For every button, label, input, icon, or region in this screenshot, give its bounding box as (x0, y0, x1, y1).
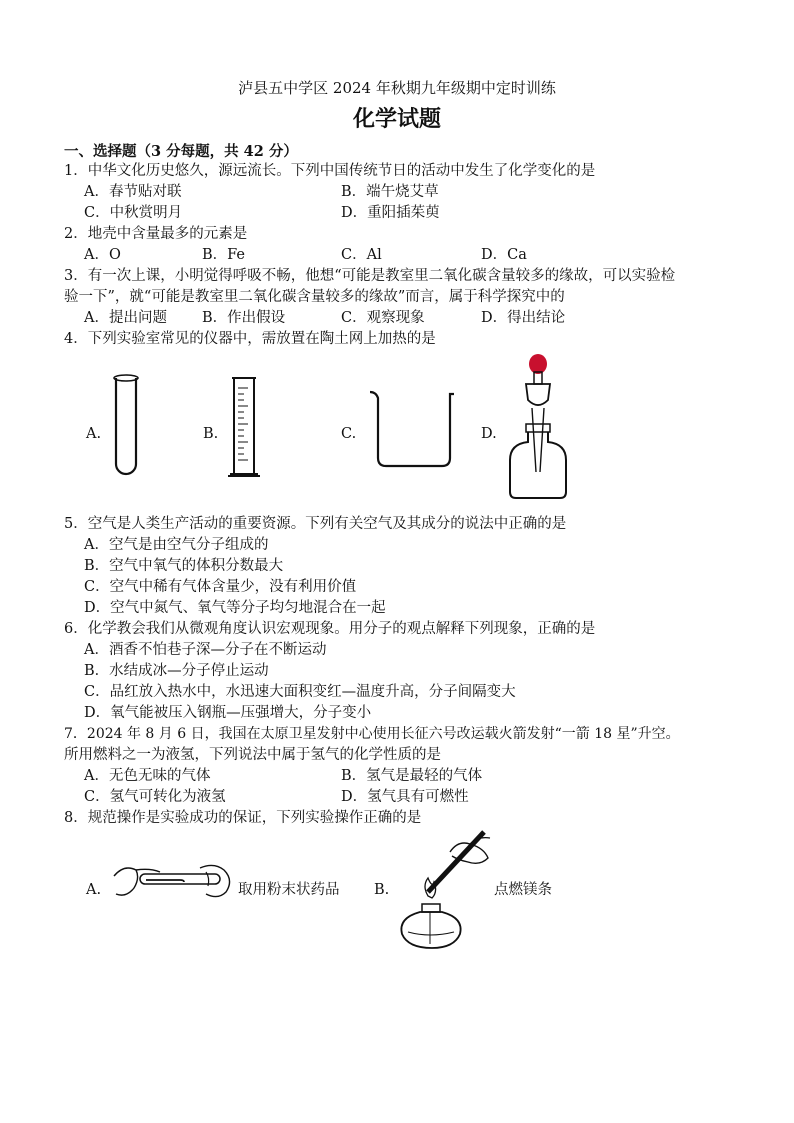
question-5-option-b[interactable]: B．空气中氧气的体积分数最大 (84, 558, 284, 574)
question-1-option-b[interactable]: B．端午烧艾草 (341, 184, 439, 200)
question-8-stem: 8．规范操作是实验成功的保证，下列实验操作正确的是 (64, 810, 422, 826)
question-8-caption-b: 点燃镁条 (494, 882, 552, 898)
beaker-icon (366, 388, 462, 470)
question-5-option-c[interactable]: C．空气中稀有气体含量少，没有利用价值 (84, 579, 357, 595)
question-3-option-b[interactable]: B．作出假设 (202, 310, 286, 326)
question-7-stem-line2: 所用燃料之一为液氢，下列说法中属于氢气的化学性质的是 (64, 747, 441, 763)
question-1-option-c[interactable]: C．中秋赏明月 (84, 205, 183, 221)
question-6-option-d[interactable]: D．氧气能被压入钢瓶—压强增大，分子变小 (84, 705, 372, 721)
section-heading: 一、选择题（3 分每题，共 42 分） (64, 143, 298, 160)
powder-transfer-icon (110, 858, 238, 906)
question-8-option-a[interactable]: A. (86, 882, 102, 898)
question-1-option-d[interactable]: D．重阳插茱萸 (341, 205, 440, 221)
question-3-stem-line1: 3．有一次上课，小明觉得呼吸不畅，他想“可能是教室里二氧化碳含量较多的缘故，可以实验检 (64, 268, 676, 284)
question-7-option-a[interactable]: A．无色无味的气体 (84, 768, 211, 784)
page-title: 化学试题 (352, 106, 441, 132)
question-6-stem: 6．化学教会我们从微观角度认识宏观现象。用分子的观点解释下列现象，正确的是 (64, 621, 596, 637)
question-6-option-c[interactable]: C．品红放入热水中，水迅速大面积变红—温度升高，分子间隔变大 (84, 684, 516, 700)
question-8-option-b[interactable]: B. (374, 882, 390, 898)
question-6-option-a[interactable]: A．酒香不怕巷子深—分子在不断运动 (84, 642, 327, 658)
dropper-bottle-icon (504, 352, 572, 502)
question-4-stem: 4．下列实验室常见的仪器中，需放置在陶土网上加热的是 (64, 331, 436, 347)
question-7-option-b[interactable]: B．氢气是最轻的气体 (341, 768, 483, 784)
question-6-option-b[interactable]: B．水结成冰—分子停止运动 (84, 663, 269, 679)
question-5-option-d[interactable]: D．空气中氮气、氧气等分子均匀地混合在一起 (84, 600, 386, 616)
question-3-option-a[interactable]: A．提出问题 (84, 310, 167, 326)
question-2-option-d[interactable]: D．Ca (481, 247, 527, 263)
question-7-option-c[interactable]: C．氢气可转化为液氢 (84, 789, 226, 805)
burning-magnesium-icon (392, 826, 500, 954)
question-3-stem-line2: 验一下”，就“可能是教室里二氧化碳含量较多的缘故”而言，属于科学探究中的 (64, 289, 565, 305)
question-3-option-d[interactable]: D．得出结论 (481, 310, 566, 326)
question-2-option-b[interactable]: B．Fe (202, 247, 246, 263)
question-7-option-d[interactable]: D．氢气具有可燃性 (341, 789, 469, 805)
question-1-option-a[interactable]: A．春节贴对联 (84, 184, 182, 200)
question-5-stem: 5．空气是人类生产活动的重要资源。下列有关空气及其成分的说法中正确的是 (64, 516, 567, 532)
question-8-caption-a: 取用粉末状药品 (238, 882, 340, 898)
question-4-option-c[interactable]: C. (341, 426, 357, 442)
exam-subtitle: 泸县五中学区 2024 年秋期九年级期中定时训练 (238, 79, 556, 97)
graduated-cylinder-icon (226, 374, 262, 486)
question-4-option-d[interactable]: D. (481, 426, 497, 442)
question-7-stem-line1: 7．2024 年 8 月 6 日，我国在太原卫星发射中心使用长征六号改运载火箭发射“一箭 18 星”升空。 (64, 726, 680, 742)
question-4-option-b[interactable]: B. (203, 426, 219, 442)
question-2-option-c[interactable]: C．Al (341, 247, 382, 263)
question-5-option-a[interactable]: A．空气是由空气分子组成的 (84, 537, 269, 553)
question-2-stem: 2．地壳中含量最多的元素是 (64, 226, 248, 242)
question-3-option-c[interactable]: C．观察现象 (341, 310, 425, 326)
question-1-stem: 1．中华文化历史悠久，源远流长。下列中国传统节日的活动中发生了化学变化的是 (64, 163, 596, 179)
question-4-option-a[interactable]: A. (86, 426, 102, 442)
test-tube-icon (110, 374, 142, 486)
question-2-option-a[interactable]: A．O (84, 247, 121, 263)
